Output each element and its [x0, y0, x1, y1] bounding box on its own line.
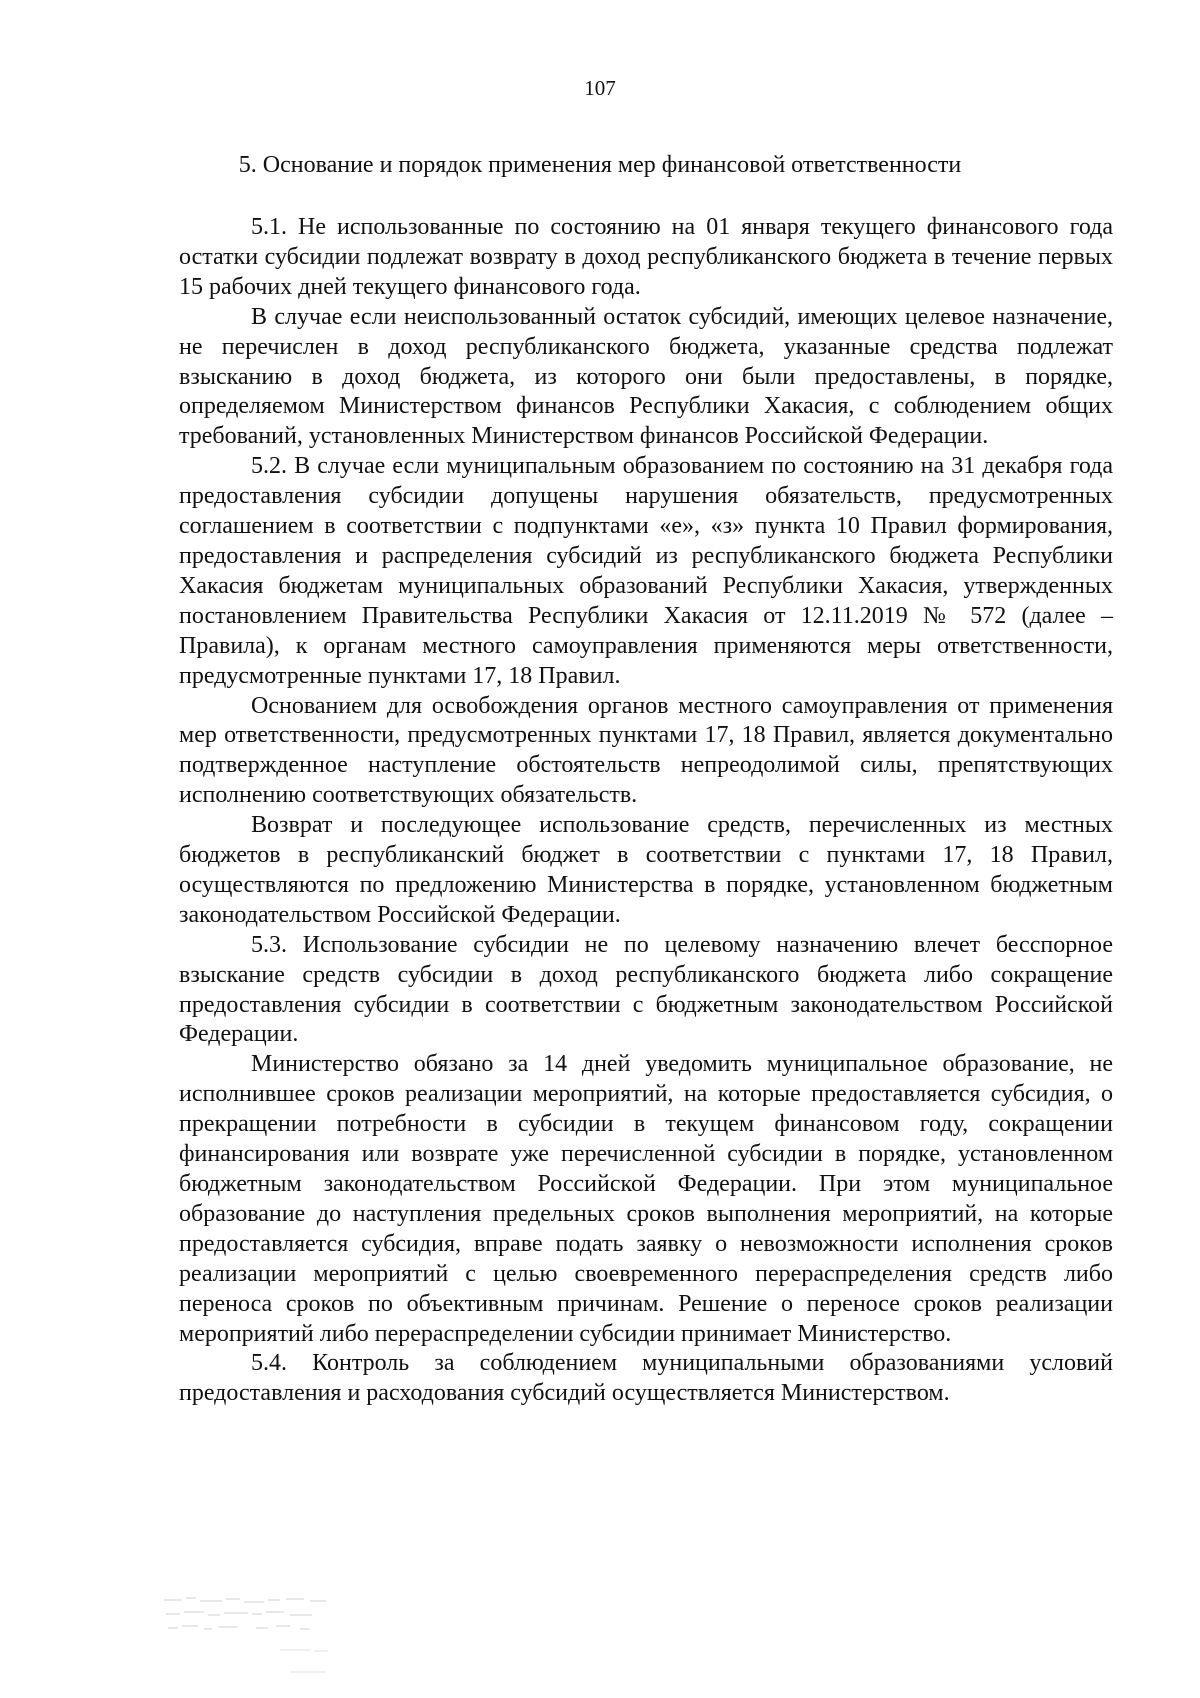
- paragraph-5-4: 5.4. Контроль за соблюдением муниципальными образованиями условий предоставления и расходования субсидий осуществляется Министерством.: [179, 1350, 1113, 1407]
- faint-stamp-mark: [160, 1590, 360, 1680]
- paragraph-ministry-notice: Министерство обязано за 14 дней уведомить муниципальное образование, не исполнившее сроков реализации мероприятий, на которые предоставляется субсидия, о прекращении потребности в субсидии в текущем финансовом году, сокращении финансирования или возврате уже перечисленной субсидии в порядке, установленном бюджетным законодательством Российской Федерации. При этом муниципальное образование до наступления предельных сроков выполнения мероприятий, на которые предоставляется субсидия, вправе подать заявку о невозможности исполнения сроков реализации мероприятий с целью своевременного перераспределения средств либо переноса сроков по объективным причинам. Решение о переносе сроков реализации мероприятий либо перераспределении субсидии принимает Министерство.: [179, 1051, 1113, 1347]
- section-body: [179, 213, 1113, 1409]
- section-heading: 5. Основание и порядок применения мер финансовой ответственности: [238, 152, 962, 178]
- paragraph-refund-usage: Возврат и последующее использование средств, перечисленных из местных бюджетов в республиканский бюджет в соответствии с пунктами 17, 18 Правил, осуществляются по предложению Министерства в порядке, установленном бюджетным законодательством Российской Федерации.: [179, 812, 1113, 928]
- page-number: 107: [584, 76, 616, 100]
- paragraph-force-majeure: Основанием для освобождения органов местного самоуправления от применения мер ответственности, предусмотренных пунктами 17, 18 Правил, является документально подтвержденное наступление обстоятельств непреодолимой силы, препятствующих исполнению соответствующих обязательств.: [179, 692, 1113, 809]
- paragraph-5-3: 5.3. Использование субсидии не по целевому назначению влечет бесспорное взыскание средств субсидии в доход республиканского бюджета либо сокращение предоставления субсидии в соответствии с бюджетным законодательством Российской Федерации.: [179, 931, 1113, 1048]
- paragraph-5-1: 5.1. Не использованные по состоянию на 01 января текущего финансового года остатки субсидии подлежат возврату в доход республиканского бюджета в течение первых 15 рабочих дней текущего финансового года.: [179, 214, 1113, 300]
- paragraph-unused-balance: В случае если неиспользованный остаток субсидий, имеющих целевое назначение, не перечислен в доход республиканского бюджета, указанные средства подлежат взысканию в доход бюджета, из которого они были предоставлены, в порядке, определяемом Министерством финансов Республики Хакасия, с соблюдением общих требований, установленных Министерством финансов Российской Федерации.: [179, 303, 1113, 450]
- paragraph-5-2: 5.2. В случае если муниципальным образованием по состоянию на 31 декабря года предоставления субсидии допущены нарушения обязательств, предусмотренных соглашением в соответствии с подпунктами «е», «з» пункта 10 Правил формирования, предоставления и распределения субсидий из республиканского бюджета Республики Хакасия бюджетам муниципальных образований Республики Хакасия, утвержденных постановлением Правительства Республики Хакасия от 12.11.2019 № 572 (далее – Правила), к органам местного самоуправления применяются меры ответственности, предусмотренные пунктами 17, 18 Правил.: [179, 453, 1113, 689]
